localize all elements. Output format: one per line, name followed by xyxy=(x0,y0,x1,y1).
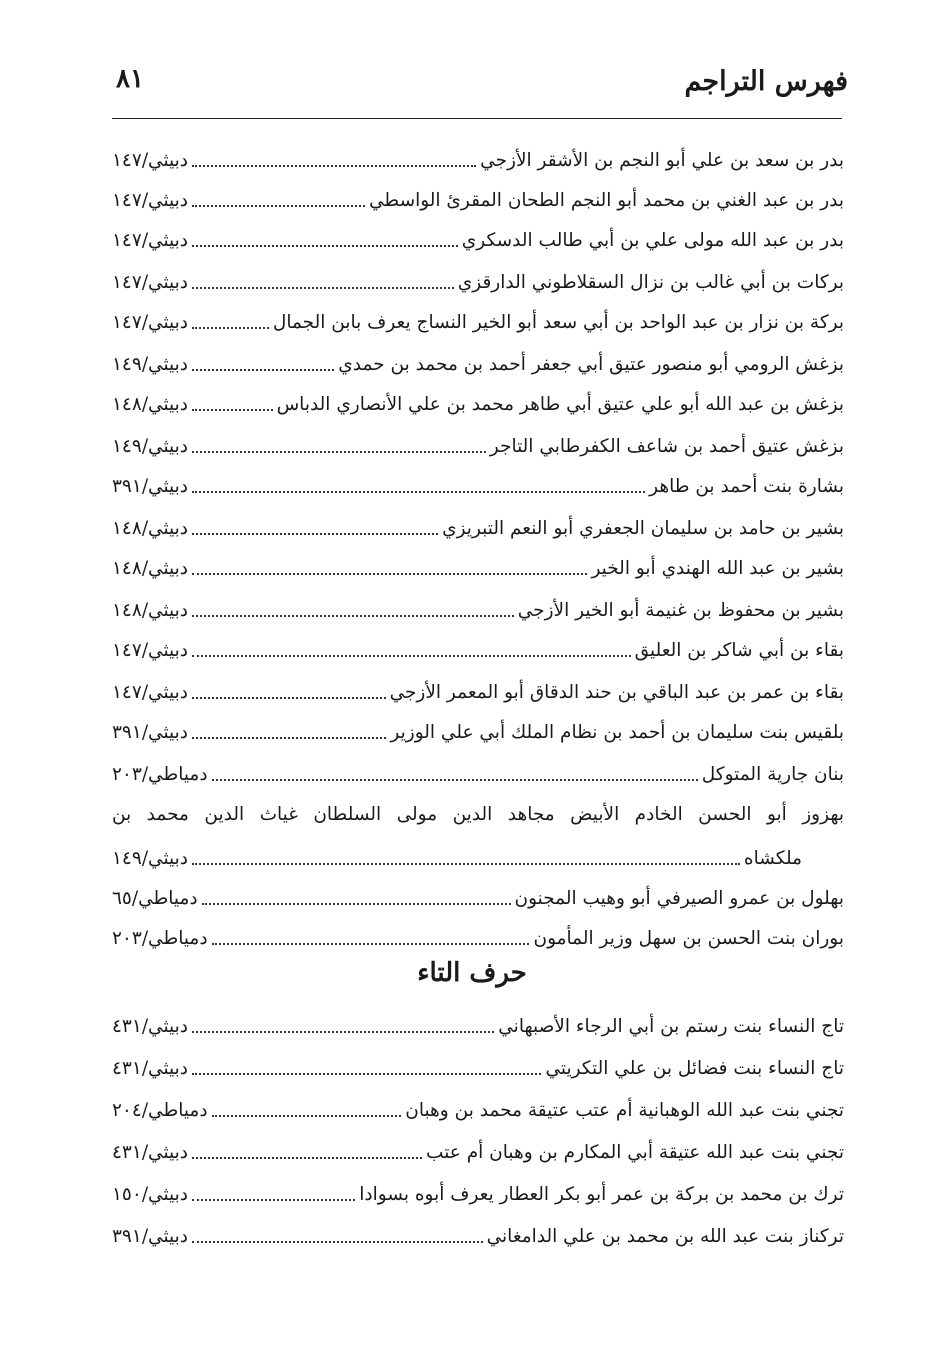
entry-ref: دبيثي/١٤٨ xyxy=(112,557,189,579)
leader-dots xyxy=(192,737,386,739)
entry-ref: دمياطي/٢٠٤ xyxy=(112,1099,208,1121)
section-heading: حرف التاء xyxy=(417,958,527,988)
entry-name: بركات بن أبي غالب بن نزال السقلاطوني الدارقزي xyxy=(457,271,844,293)
leader-dots xyxy=(192,573,587,575)
leader-dots xyxy=(192,697,386,699)
entry-ref: دبيثي/١٤٧ xyxy=(112,681,189,703)
index-entry xyxy=(112,626,844,660)
index-entry xyxy=(112,136,844,170)
index-entry xyxy=(112,914,844,948)
entry-name: بوران بنت الحسن بن سهل وزير المأمون xyxy=(533,927,844,949)
entry-name: ترك بن محمد بن بركة بن عمر أبو بكر العطار يعرف أبوه بسوادا xyxy=(359,1183,844,1205)
index-entry xyxy=(112,1044,844,1078)
index-entry xyxy=(112,176,844,210)
index-entry xyxy=(112,340,844,374)
header-divider xyxy=(112,118,842,119)
index-entry xyxy=(112,422,844,456)
entry-ref: دبيثي/١٤٧ xyxy=(112,311,189,333)
leader-dots xyxy=(192,369,334,371)
page-number: ٨١ xyxy=(116,64,144,94)
entry-ref: دبيثي/١٤٩ xyxy=(112,353,189,375)
entry-ref: دبيثي/١٤٧ xyxy=(112,271,189,293)
leader-dots xyxy=(192,655,631,657)
entry-ref: دبيثي/١٤٧ xyxy=(112,189,189,211)
entry-name: بنان جارية المتوكل xyxy=(701,763,844,785)
leader-dots xyxy=(192,1073,541,1075)
entry-ref: دمياطي/٦٥ xyxy=(112,887,198,909)
index-entry xyxy=(112,544,844,578)
leader-dots xyxy=(212,1115,402,1117)
entry-ref: دمياطي/٢٠٣ xyxy=(112,927,208,949)
leader-dots xyxy=(192,409,273,411)
entry-ref: دبيثي/١٤٧ xyxy=(112,639,189,661)
leader-dots xyxy=(192,165,476,167)
entry-ref: دبيثي/٤٣١ xyxy=(112,1141,189,1163)
entry-ref: دمياطي/٢٠٣ xyxy=(112,763,208,785)
index-entry xyxy=(112,750,844,784)
entry-name: بشارة بنت أحمد بن طاهر xyxy=(649,475,844,497)
entry-name-wrapped: بهزوز أبو الحسن الخادم الأبيض مجاهد الدين مولى السلطان غياث الدين محمد بن xyxy=(112,804,844,825)
leader-dots xyxy=(192,863,740,865)
leader-dots xyxy=(192,615,514,617)
entry-ref: دبيثي/١٤٩ xyxy=(112,435,189,457)
entry-name: بقاء بن أبي شاكر بن العليق xyxy=(634,639,844,661)
index-entry xyxy=(112,298,844,332)
entry-ref: دبيثي/٣٩١ xyxy=(112,721,189,743)
entry-ref: دبيثي/١٤٨ xyxy=(112,599,189,621)
page-title: فهرس التراجم xyxy=(684,66,848,97)
leader-dots xyxy=(192,491,645,493)
leader-dots xyxy=(212,779,698,781)
entry-name: بقاء بن عمر بن عبد الباقي بن حند الدقاق أبو المعمر الأزجي xyxy=(389,681,844,703)
index-entry xyxy=(112,216,844,250)
index-entry xyxy=(112,462,844,496)
entry-name: تركناز بنت عبد الله بن محمد بن علي الدامغاني xyxy=(486,1225,844,1247)
leader-dots xyxy=(192,1199,355,1201)
entry-ref: دبيثي/١٤٨ xyxy=(112,517,189,539)
entry-ref: دبيثي/١٤٧ xyxy=(112,149,189,171)
leader-dots xyxy=(192,1031,494,1033)
index-entry xyxy=(112,668,844,702)
leader-dots xyxy=(192,451,486,453)
index-entry xyxy=(112,1170,844,1204)
leader-dots xyxy=(192,205,365,207)
entry-name: بدر بن عبد الغني بن محمد أبو النجم الطحان المقرئ الواسطي xyxy=(368,189,844,211)
entry-name: تجني بنت عبد الله الوهبانية أم عتب عتيقة محمد بن وهبان xyxy=(405,1099,844,1121)
index-entry xyxy=(112,504,844,538)
entry-name: بركة بن نزار بن عبد الواحد بن أبي سعد أبو الخير النساج يعرف بابن الجمال xyxy=(272,311,844,333)
entry-ref: دبيثي/١٤٧ xyxy=(112,229,189,251)
index-entry xyxy=(112,380,844,414)
entry-name: بزغش عتيق أحمد بن شاعف الكفرطابي التاجر xyxy=(489,435,844,457)
leader-dots xyxy=(192,327,269,329)
entry-name: بشير بن حامد بن سليمان الجعفري أبو النعم التبريزي xyxy=(442,517,844,539)
leader-dots xyxy=(192,245,458,247)
entry-name: بدر بن سعد بن علي أبو النجم بن الأشقر الأزجي xyxy=(480,149,844,171)
index-entry xyxy=(112,1002,844,1036)
index-entry xyxy=(112,1212,844,1246)
leader-dots xyxy=(202,903,511,905)
entry-ref: دبيثي/١٤٨ xyxy=(112,393,189,415)
index-entry xyxy=(112,586,844,620)
entry-name: ملكشاه xyxy=(743,847,802,869)
entry-ref: دبيثي/٤٣١ xyxy=(112,1057,189,1079)
entry-name: بهلول بن عمرو الصيرفي أبو وهيب المجنون xyxy=(514,887,844,909)
leader-dots xyxy=(212,943,530,945)
entry-name: بزغش الرومي أبو منصور عتيق أبي جعفر أحمد بن محمد بن حمدي xyxy=(338,353,844,375)
entry-ref: دبيثي/٣٩١ xyxy=(112,475,189,497)
entry-name: تاج النساء بنت فضائل بن علي التكريتي xyxy=(545,1057,844,1079)
leader-dots xyxy=(192,533,438,535)
index-entry xyxy=(112,258,844,292)
leader-dots xyxy=(192,1241,483,1243)
entry-ref: دبيثي/٣٩١ xyxy=(112,1225,189,1247)
index-entry xyxy=(112,1128,844,1162)
leader-dots xyxy=(192,1157,422,1159)
index-entry xyxy=(112,708,844,742)
entry-name: بدر بن عبد الله مولى علي بن أبي طالب الدسكري xyxy=(461,229,844,251)
entry-name: بشير بن عبد الله الهندي أبو الخير xyxy=(591,557,844,579)
entry-name: بزغش بن عبد الله أبو علي عتيق أبي طاهر محمد بن علي الأنصاري الدباس xyxy=(276,393,844,415)
index-entry xyxy=(112,874,844,908)
entry-name: تجني بنت عبد الله عتيقة أبي المكارم بن وهبان أم عتب xyxy=(426,1141,844,1163)
index-entry xyxy=(112,1086,844,1120)
leader-dots xyxy=(192,287,454,289)
entry-name: تاج النساء بنت رستم بن أبي الرجاء الأصبهاني xyxy=(498,1015,844,1037)
entry-ref: دبيثي/١٥٠ xyxy=(112,1183,189,1205)
entry-ref: دبيثي/١٤٩ xyxy=(112,847,189,869)
entry-name: بشير بن محفوظ بن غنيمة أبو الخير الأزجي xyxy=(517,599,844,621)
entry-name: بلقيس بنت سليمان بن أحمد بن نظام الملك أبي علي الوزير xyxy=(390,721,844,743)
entry-ref: دبيثي/٤٣١ xyxy=(112,1015,189,1037)
index-entry xyxy=(112,834,802,868)
